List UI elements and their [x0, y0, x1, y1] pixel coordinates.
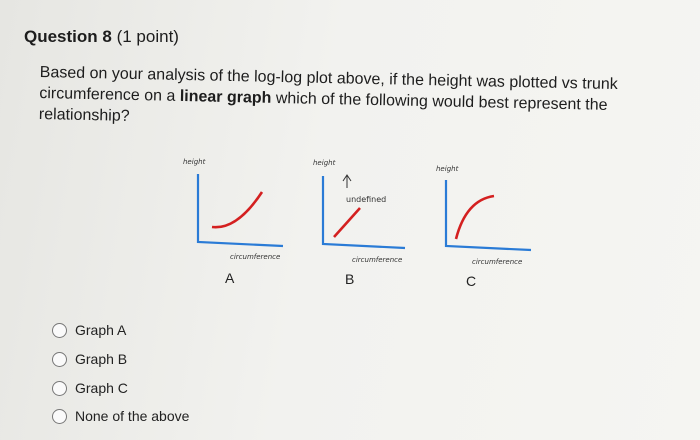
graph-c-curve: [456, 196, 494, 239]
option-graph-c[interactable]: [52, 380, 128, 396]
graph-a: [183, 158, 283, 286]
prompt-text-after: which of the following would best represent the relationship?: [38, 89, 608, 125]
option-label: Graph C: [75, 380, 128, 396]
graph-a-axes: [198, 174, 283, 246]
radio-button[interactable]: [52, 352, 67, 367]
graph-a-letter: A: [225, 270, 235, 286]
option-label: Graph A: [75, 322, 127, 338]
graph-c-x-label: circumference: [472, 258, 523, 266]
radio-button[interactable]: [52, 323, 67, 338]
graph-c-axes: [446, 180, 531, 250]
radio-button[interactable]: [52, 381, 67, 396]
option-label: Graph B: [75, 351, 128, 367]
graph-b: [313, 159, 405, 287]
graph-c-y-label: height: [436, 165, 459, 173]
option-graph-a[interactable]: [52, 322, 126, 338]
graph-b-y-label: height: [313, 159, 336, 167]
option-label: None of the above: [75, 408, 190, 424]
graph-c-letter: C: [466, 273, 477, 289]
question-points: (1 point): [116, 27, 179, 46]
graph-b-letter: B: [345, 271, 355, 287]
graph-b-arrow: [343, 175, 351, 188]
option-none[interactable]: [52, 408, 189, 424]
graph-b-annotation: undefined: [346, 195, 387, 204]
question-number: Question 8: [24, 27, 112, 46]
graph-a-curve: [212, 192, 262, 227]
option-graph-b[interactable]: [52, 351, 127, 367]
graph-a-y-label: height: [183, 158, 206, 166]
graph-b-x-label: circumference: [352, 256, 403, 264]
radio-button[interactable]: [52, 409, 67, 424]
prompt-text-bold: linear graph: [179, 87, 272, 107]
graph-a-x-label: circumference: [230, 253, 281, 261]
graph-c: [436, 165, 531, 289]
graph-b-line: [334, 208, 360, 237]
prompt-text-before: Based on your analysis of the log-log plot above, if the height was plotted vs trunk circumference on a: [39, 63, 618, 105]
